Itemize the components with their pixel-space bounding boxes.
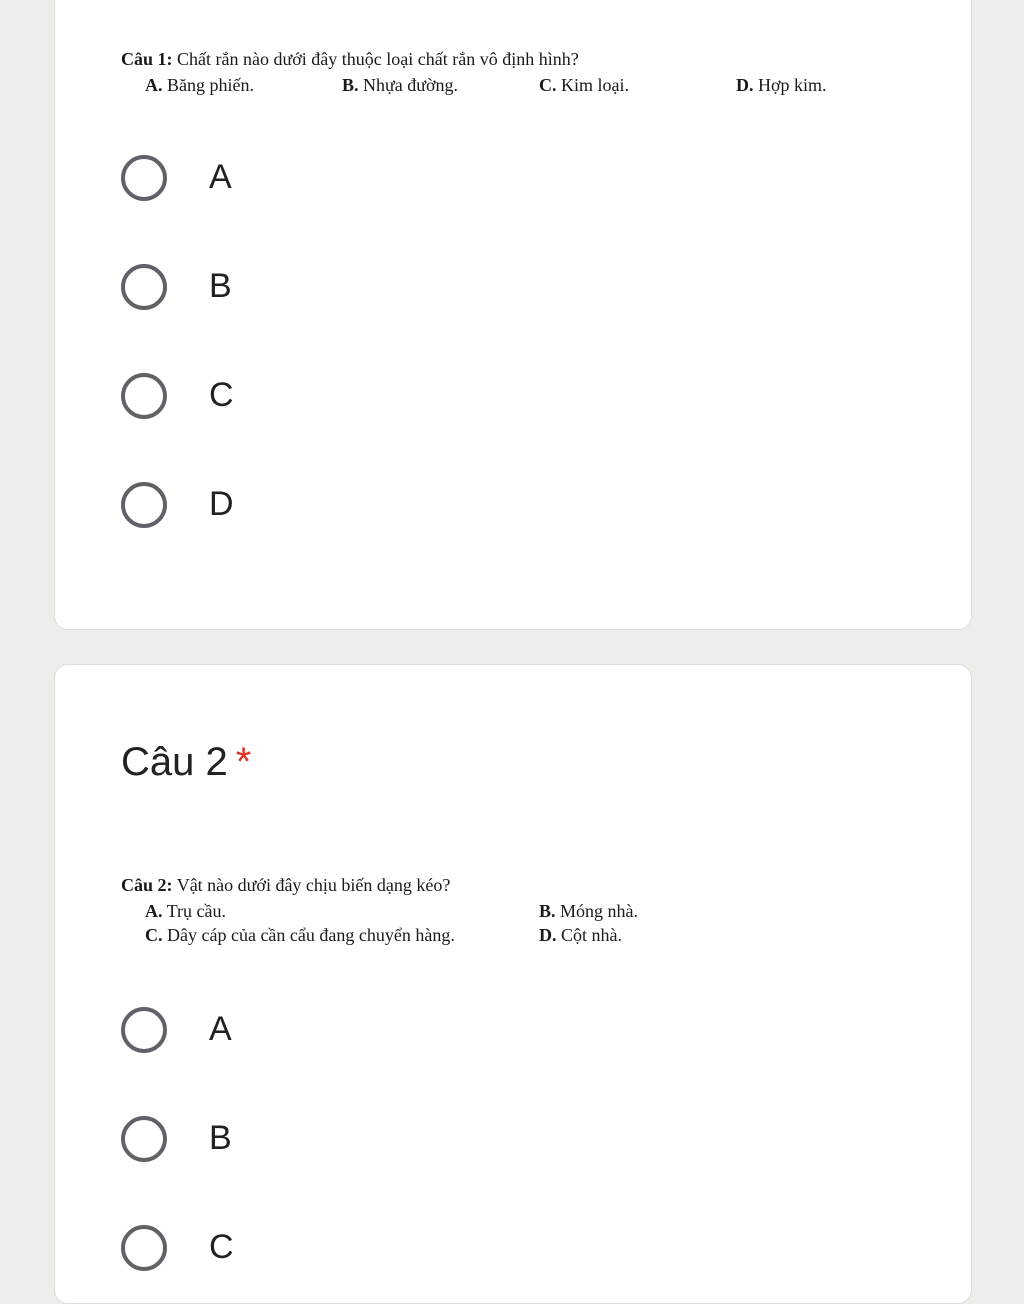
radio-option-c[interactable] bbox=[121, 1225, 421, 1281]
option-label: A bbox=[209, 1010, 232, 1048]
question-stem: Câu 2: Vật nào dưới đây chịu biến dạng kéo? bbox=[121, 875, 451, 895]
option-label: B bbox=[209, 1119, 232, 1157]
choice-d: D. Cột nhà. bbox=[539, 925, 622, 945]
option-label: B bbox=[209, 267, 232, 305]
radio-option-a[interactable] bbox=[121, 155, 421, 211]
radio-circle[interactable] bbox=[121, 155, 167, 201]
radio-circle[interactable] bbox=[121, 1116, 167, 1162]
question-stem: Câu 1: Chất rắn nào dưới đây thuộc loại chất rắn vô định hình? bbox=[121, 49, 579, 69]
option-label: A bbox=[209, 158, 232, 196]
choice-a: A. Trụ cầu. bbox=[145, 901, 227, 921]
choice-a: A. Băng phiến. bbox=[145, 75, 254, 95]
question-title: Câu 2 * bbox=[121, 740, 252, 784]
option-label: D bbox=[209, 485, 234, 523]
question-card-1 bbox=[54, 0, 972, 630]
radio-option-b[interactable] bbox=[121, 1116, 421, 1172]
radio-circle[interactable] bbox=[121, 482, 167, 528]
radio-option-b[interactable] bbox=[121, 264, 421, 320]
radio-option-d[interactable] bbox=[121, 482, 421, 538]
option-label: C bbox=[209, 376, 234, 414]
radio-circle[interactable] bbox=[121, 1225, 167, 1271]
radio-option-a[interactable] bbox=[121, 1007, 421, 1063]
required-mark: * bbox=[235, 740, 252, 784]
radio-circle[interactable] bbox=[121, 1007, 167, 1053]
radio-option-c[interactable] bbox=[121, 373, 421, 429]
choice-c: C. Kim loại. bbox=[539, 75, 629, 95]
choice-b: B. Móng nhà. bbox=[539, 901, 639, 921]
choice-c: C. Dây cáp của cần cẩu đang chuyển hàng. bbox=[145, 925, 455, 945]
radio-circle[interactable] bbox=[121, 264, 167, 310]
choice-b: B. Nhựa đường. bbox=[342, 75, 459, 95]
option-label: C bbox=[209, 1228, 234, 1266]
radio-circle[interactable] bbox=[121, 373, 167, 419]
question-card-2 bbox=[54, 664, 972, 1304]
choice-d: D. Hợp kim. bbox=[736, 75, 827, 95]
